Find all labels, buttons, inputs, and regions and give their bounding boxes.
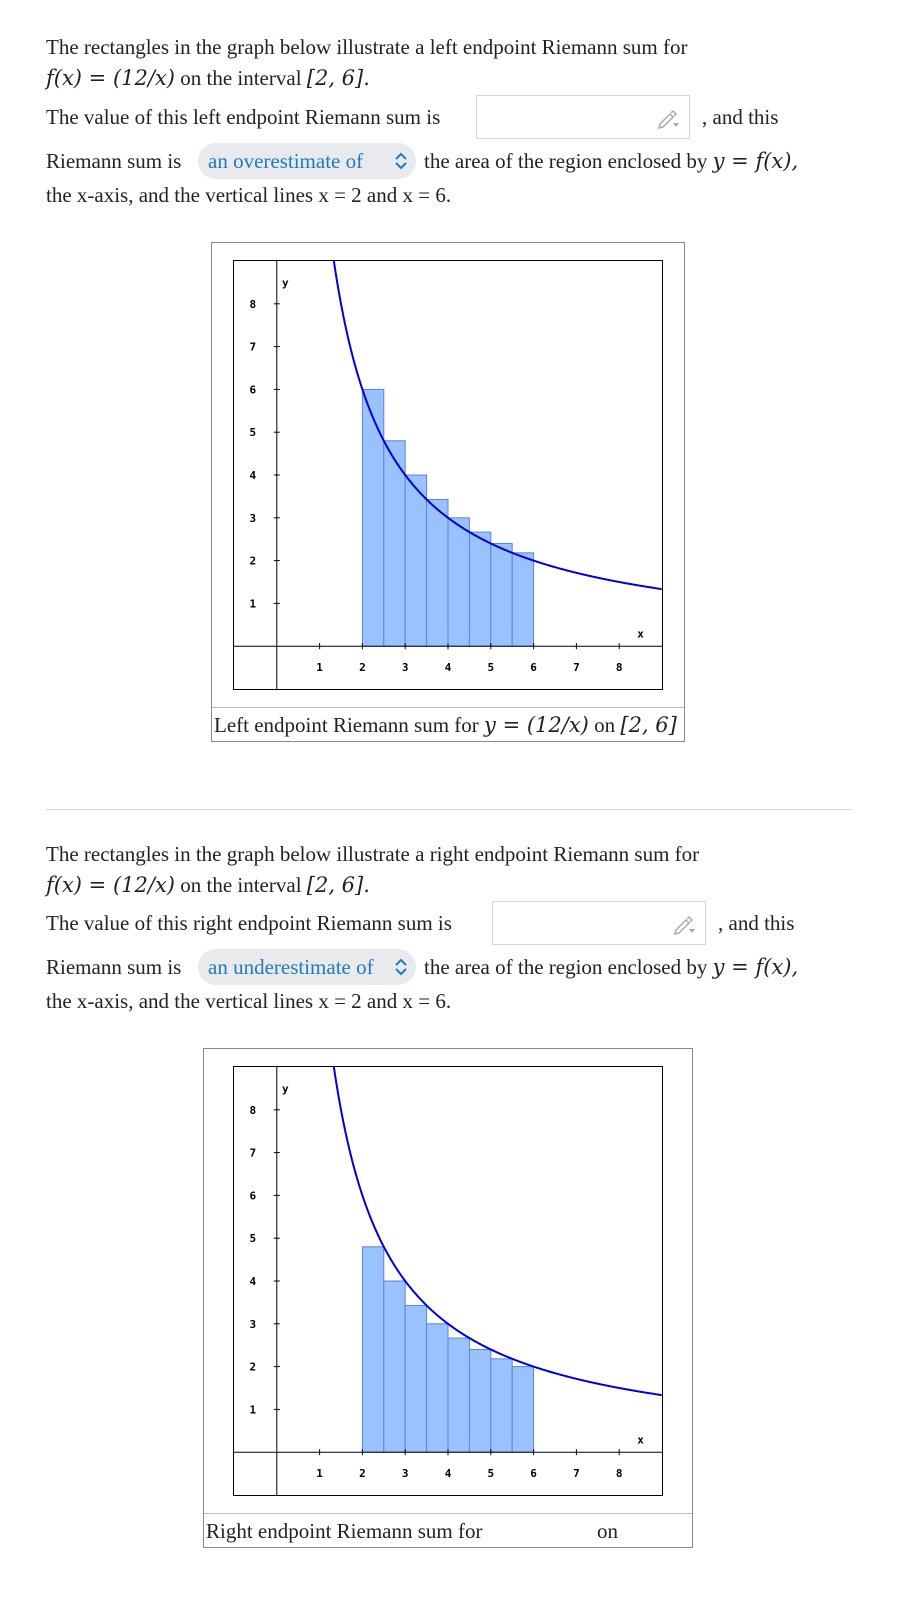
function-expression: f(x) = (12/x) xyxy=(46,873,175,897)
y-tick-label: 8 xyxy=(249,1103,257,1117)
chevron-updown-icon xyxy=(394,152,408,170)
riemann-rect xyxy=(362,389,383,646)
caption-interval: [2, 6] xyxy=(620,713,677,737)
interval-prefix: on the interval xyxy=(174,66,307,90)
riemann-rect xyxy=(405,1305,426,1452)
x-tick-label: 2 xyxy=(359,1467,366,1481)
value-line xyxy=(46,906,866,954)
y-tick-label: 7 xyxy=(249,340,257,354)
riemann-sum-is: Riemann sum is xyxy=(46,149,182,173)
y-tick-label: 4 xyxy=(249,469,257,482)
riemann-rect xyxy=(427,1324,448,1452)
area-text: the area of the region enclosed by xyxy=(424,149,708,173)
y-tick-label: 6 xyxy=(249,1189,257,1203)
riemann-rect xyxy=(469,1349,490,1452)
caption-text: Left endpoint Riemann sum for xyxy=(214,713,479,737)
y-tick-label: 4 xyxy=(249,1275,257,1288)
lines-line xyxy=(46,984,451,1018)
x-tick-label: 3 xyxy=(401,1467,409,1481)
x-tick-label: 4 xyxy=(444,661,452,675)
y-tick-label: 5 xyxy=(249,1232,257,1246)
section-divider xyxy=(46,809,852,810)
x-tick-label: 4 xyxy=(444,1467,452,1481)
problem-right xyxy=(46,837,866,1017)
interval-text: [2, 6]. xyxy=(306,66,370,90)
chevron-updown-icon xyxy=(394,958,408,976)
x-tick-label: 1 xyxy=(316,1467,323,1481)
x-tick-label: 3 xyxy=(401,661,409,675)
intro-line xyxy=(46,837,699,871)
riemann-rect xyxy=(491,543,512,646)
figure-caption xyxy=(212,707,684,741)
x-tick-label: 5 xyxy=(487,1467,495,1481)
riemann-rect xyxy=(448,1338,469,1452)
y-tick-label: 2 xyxy=(249,554,257,568)
x-tick-label: 7 xyxy=(573,1467,580,1481)
function-line xyxy=(46,868,370,902)
y-tick-label: 5 xyxy=(249,426,257,440)
and-this-text: , and this xyxy=(718,911,795,935)
intro-text: The rectangles in the graph below illustrate a left endpoint Riemann sum for xyxy=(46,35,688,59)
y-tick-label: 3 xyxy=(249,1317,257,1331)
lines-text: the x-axis, and the vertical lines x = 2 and x = 6. xyxy=(46,989,452,1013)
x-tick-label: 7 xyxy=(573,661,580,675)
intro-text: The rectangles in the graph below illustrate a right endpoint Riemann sum for xyxy=(46,842,700,866)
interval-prefix: on the interval xyxy=(174,873,307,897)
y-tick-label: 1 xyxy=(249,1403,257,1417)
select-value: an overestimate of xyxy=(208,149,364,173)
y-equals-fx: y = f(x), xyxy=(712,149,799,173)
x-tick-label: 8 xyxy=(615,661,623,675)
pencil-icon xyxy=(657,107,679,129)
lines-line xyxy=(46,178,451,212)
interval-text: [2, 6]. xyxy=(306,873,370,897)
plot-frame xyxy=(233,260,663,690)
pencil-icon xyxy=(673,913,695,935)
plot-frame xyxy=(233,1066,663,1496)
x-tick-label: 1 xyxy=(316,661,323,675)
riemann-rect xyxy=(427,499,448,646)
x-tick-label: 5 xyxy=(487,661,495,675)
value-line xyxy=(46,100,866,148)
caption-text: Right endpoint Riemann sum for xyxy=(206,1519,483,1543)
y-tick-label: 7 xyxy=(249,1146,257,1160)
estimate-select-left[interactable] xyxy=(198,143,416,179)
riemann-rect xyxy=(448,518,469,646)
riemann-rect xyxy=(491,1359,512,1452)
riemann-rect xyxy=(362,1247,383,1452)
x-tick-label: 2 xyxy=(359,661,366,675)
answer-input-right[interactable] xyxy=(492,901,706,945)
figure-caption xyxy=(204,1513,692,1547)
lines-text: the x-axis, and the vertical lines x = 2 and x = 6. xyxy=(46,183,452,207)
riemann-rect xyxy=(405,475,426,646)
function-line xyxy=(46,61,370,95)
x-axis-label: x xyxy=(637,1433,644,1447)
intro-line xyxy=(46,30,687,64)
area-text: the area of the region enclosed by xyxy=(424,955,708,979)
riemann-plot-left xyxy=(234,261,662,689)
y-axis-label: y xyxy=(282,1082,289,1096)
caption-on: on xyxy=(594,713,616,737)
y-tick-label: 6 xyxy=(249,383,257,397)
caption-math: y = (12/x) xyxy=(484,713,589,737)
y-tick-label: 3 xyxy=(249,511,257,525)
value-prefix: The value of this left endpoint Riemann sum is xyxy=(46,105,441,129)
riemann-rect xyxy=(512,553,533,646)
value-prefix: The value of this right endpoint Riemann sum is xyxy=(46,911,452,935)
y-axis-label: y xyxy=(282,276,289,290)
estimate-select-right[interactable] xyxy=(198,949,416,985)
riemann-rect xyxy=(384,1281,405,1452)
and-this-text: , and this xyxy=(702,105,779,129)
riemann-plot-right xyxy=(234,1067,662,1495)
y-tick-label: 8 xyxy=(249,297,257,311)
riemann-sum-is: Riemann sum is xyxy=(46,955,182,979)
riemann-rect xyxy=(469,532,490,646)
answer-input-left[interactable] xyxy=(476,95,690,139)
y-tick-label: 2 xyxy=(249,1360,257,1374)
problem-left xyxy=(46,30,866,210)
x-tick-label: 6 xyxy=(530,661,537,675)
figure-right xyxy=(203,1048,693,1548)
select-value: an underestimate of xyxy=(208,955,374,979)
figure-left xyxy=(211,242,685,742)
x-axis-label: x xyxy=(637,627,644,641)
function-expression: f(x) = (12/x) xyxy=(46,66,175,90)
riemann-rect xyxy=(512,1367,533,1453)
caption-on: on xyxy=(596,1519,618,1543)
x-tick-label: 8 xyxy=(615,1467,623,1481)
y-equals-fx: y = f(x), xyxy=(712,955,799,979)
x-tick-label: 6 xyxy=(530,1467,537,1481)
y-tick-label: 1 xyxy=(249,597,257,611)
